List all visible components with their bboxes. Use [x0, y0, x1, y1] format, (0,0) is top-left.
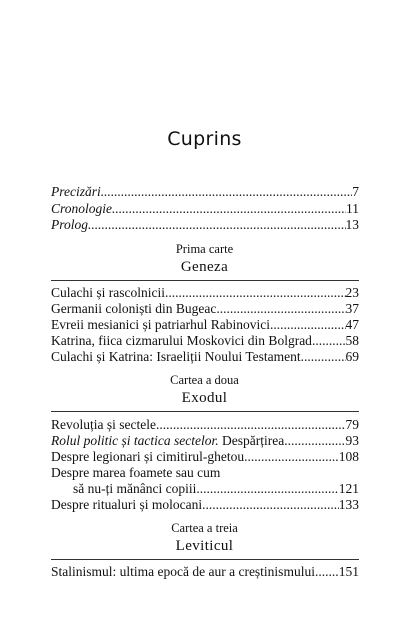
- toc-entry[interactable]: [51, 333, 359, 349]
- toc-entry-title: Revoluția și sectele: [51, 417, 156, 432]
- toc-entry[interactable]: [51, 564, 359, 580]
- toc-entry-title: să nu-ți mănânci copiii: [73, 481, 197, 496]
- toc-entry-page: 11: [346, 201, 359, 216]
- toc-entry-title: Precizări: [51, 184, 101, 199]
- dot-leader: [315, 564, 339, 580]
- dot-leader: [88, 217, 346, 233]
- toc-entry[interactable]: [51, 184, 359, 200]
- toc-entry-page: 23: [345, 285, 359, 300]
- dot-leader: [165, 285, 346, 301]
- toc-entry-page: 79: [345, 417, 359, 432]
- toc-entry-title: Katrina, fiica cizmarului Moskovici din Bolgrad: [51, 333, 312, 348]
- toc-entry[interactable]: [51, 349, 359, 365]
- part-label: Prima carte: [175, 242, 234, 256]
- dot-leader: [101, 184, 353, 200]
- part-label: Cartea a doua: [170, 373, 239, 387]
- toc-entry-title: Stalinismul: ultima epocă de aur a creștinismului: [51, 564, 315, 579]
- toc-entry-title: Cronologie: [51, 201, 113, 216]
- dot-leader: [284, 433, 345, 449]
- divider: [51, 280, 359, 281]
- divider: [51, 411, 359, 412]
- dot-leader: [312, 333, 346, 349]
- toc-entry[interactable]: [51, 497, 359, 513]
- toc-entry[interactable]: [51, 449, 359, 465]
- toc-entry-page: 133: [338, 497, 359, 512]
- toc-entry-page: 58: [345, 333, 359, 348]
- dot-leader: [196, 481, 338, 497]
- toc-entry-title: Culachi și rascolnicii: [51, 285, 165, 300]
- part-label: Cartea a treia: [171, 521, 238, 535]
- toc-entry[interactable]: [51, 317, 359, 333]
- toc-entry[interactable]: [51, 301, 359, 317]
- toc-entry[interactable]: [73, 481, 359, 497]
- toc-entry-title: Prolog: [51, 217, 88, 232]
- toc-entry-title: [51, 433, 284, 449]
- toc-entry-page: 7: [352, 184, 359, 199]
- dot-leader: [112, 201, 346, 217]
- toc-entry-page: 108: [338, 449, 359, 464]
- toc-entry-title: Evreii mesianici și patriarhul Rabinovici: [51, 317, 270, 332]
- toc-entry[interactable]: [51, 217, 359, 233]
- dot-leader: [270, 317, 346, 333]
- toc-entry-page: 13: [345, 217, 359, 232]
- toc-entry[interactable]: [51, 417, 359, 433]
- toc-entry-page: 47: [345, 317, 359, 332]
- toc-entry-page: 121: [338, 481, 359, 496]
- part-title: Leviticul: [175, 538, 234, 554]
- toc-entry-title-line1[interactable]: Despre marea foamete sau cum: [51, 465, 221, 480]
- page-title: Cuprins: [167, 128, 242, 150]
- dot-leader: [244, 449, 339, 465]
- part-title: Exodul: [181, 390, 228, 406]
- divider: [51, 559, 359, 560]
- toc-entry[interactable]: [51, 201, 359, 217]
- toc-entry[interactable]: [51, 285, 359, 301]
- toc-entry-title: Culachi și Katrina: Israeliții Noului Testament: [51, 349, 301, 364]
- toc-entry-title-rest: Despărțirea: [218, 433, 285, 448]
- dot-leader: [202, 497, 339, 513]
- toc-entry-title: Germanii coloniști din Bugeac: [51, 301, 217, 316]
- dot-leader: [156, 417, 346, 433]
- dot-leader: [216, 301, 345, 317]
- toc-entry-page: 93: [345, 433, 359, 448]
- toc-entry-page: 151: [338, 564, 359, 579]
- toc-entry-page: 37: [345, 301, 359, 316]
- part-title: Geneza: [180, 259, 229, 275]
- toc-entry-title: Despre ritualuri și molocani: [51, 497, 203, 512]
- toc-entry-title-italic: Rolul politic și tactica sectelor.: [51, 433, 219, 448]
- toc-entry[interactable]: [51, 433, 359, 449]
- dot-leader: [301, 349, 346, 365]
- toc-entry-title: Despre legionari și cimitirul-ghetou: [51, 449, 245, 464]
- toc-entry-page: 69: [345, 349, 359, 364]
